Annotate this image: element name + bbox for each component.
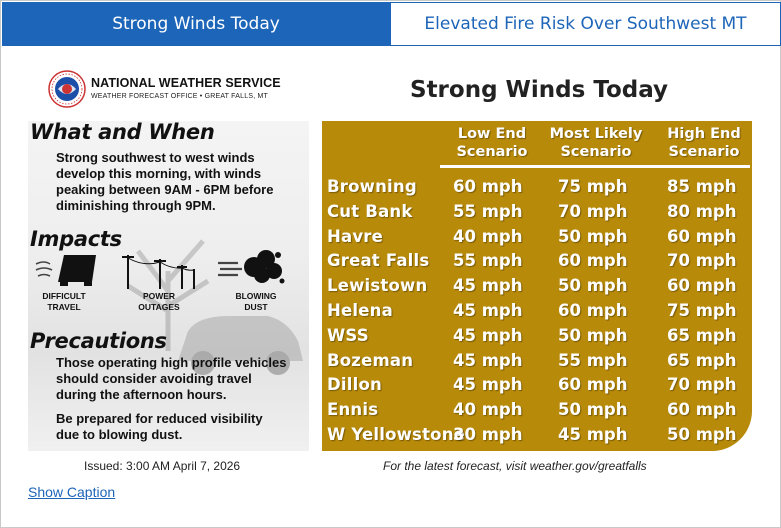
wind-speed-high: 65 mph — [667, 350, 737, 370]
location-name: W Yellowstone — [327, 425, 466, 444]
wind-speed-likely: 60 mph — [558, 251, 628, 271]
wind-speed-low: 40 mph — [453, 400, 523, 420]
location-name: Dillon — [327, 375, 382, 395]
table-row — [322, 227, 752, 252]
wind-speed-low: 60 mph — [453, 177, 523, 196]
show-caption-link[interactable]: Show Caption — [28, 484, 116, 500]
latest-forecast-note: For the latest forecast, visit weather.gov/greatfalls — [383, 459, 647, 473]
wind-speed-high: 85 mph — [667, 177, 737, 196]
impact-blowing-dust-label: BLOWING DUST — [235, 291, 277, 312]
impacts-heading: Impacts — [30, 227, 122, 251]
blowing-dust-icon — [216, 245, 286, 289]
wind-speed-low: 55 mph — [453, 201, 523, 221]
wind-speed-low: 45 mph — [453, 301, 523, 320]
power-outages-icon — [120, 249, 198, 289]
tab-bar — [2, 2, 781, 46]
wind-speed-low: 45 mph — [453, 375, 523, 395]
wind-speed-low: 40 mph — [453, 226, 523, 246]
wind-speed-likely: 50 mph — [558, 400, 628, 420]
location-name: WSS — [327, 325, 369, 345]
table-row — [322, 375, 752, 400]
tab-strong-winds-today[interactable]: Strong Winds Today — [2, 2, 390, 45]
wind-speed-high: 70 mph — [667, 251, 737, 271]
location-name: Havre — [327, 226, 384, 246]
wind-speed-likely: 60 mph — [558, 301, 628, 320]
column-header-low-end: Low End Scenario — [456, 126, 528, 160]
precautions-text-1: Those operating high profile vehicles should consider avoiding travel during the afternoon hours. — [56, 355, 287, 402]
wind-speed-likely: 50 mph — [558, 226, 628, 246]
wind-speed-likely: 70 mph — [558, 201, 628, 221]
wind-speed-high: 60 mph — [667, 276, 737, 296]
impact-difficult-travel-label: DIFFICULT TRAVEL — [42, 291, 86, 312]
wind-scenario-table — [322, 121, 752, 451]
precautions-text-2: Be prepared for reduced visibility due to blowing dust. — [56, 411, 263, 442]
tab-elevated-fire-risk[interactable]: Elevated Fire Risk Over Southwest MT — [390, 2, 781, 45]
table-row — [322, 251, 752, 276]
location-name: Bozeman — [327, 350, 414, 370]
info-panel — [28, 121, 309, 451]
location-name: Helena — [327, 301, 393, 320]
location-name: Great Falls — [327, 251, 430, 271]
weather-graphic — [28, 65, 755, 473]
wind-speed-high: 65 mph — [667, 325, 737, 345]
wind-speed-high: 60 mph — [667, 226, 737, 246]
wind-speed-low: 45 mph — [453, 350, 523, 370]
difficult-travel-icon — [34, 252, 100, 286]
wind-speed-likely: 50 mph — [558, 325, 628, 345]
wind-speed-low: 45 mph — [453, 276, 523, 296]
impact-power-outages-label: POWER OUTAGES — [138, 291, 180, 312]
nws-seal-icon — [48, 70, 86, 108]
table-row — [322, 425, 752, 450]
table-row — [322, 400, 752, 425]
location-name: Lewistown — [327, 276, 428, 296]
table-row — [322, 301, 752, 326]
wind-speed-low: 45 mph — [453, 325, 523, 345]
issued-time: Issued: 3:00 AM April 7, 2026 — [84, 459, 241, 473]
column-header-most-likely: Most Likely Scenario — [549, 126, 643, 160]
nws-org-name: NATIONAL WEATHER SERVICE — [91, 76, 281, 90]
wind-speed-likely: 50 mph — [558, 276, 628, 296]
wind-speed-likely: 55 mph — [558, 350, 628, 370]
wind-speed-high: 80 mph — [667, 201, 737, 221]
wind-speed-low: 30 mph — [453, 425, 523, 444]
what-and-when-text: Strong southwest to west winds develop this morning, with winds peaking between 9AM - 6PM before diminishing through 9PM. — [56, 150, 274, 213]
table-row — [322, 276, 752, 301]
table-row — [322, 326, 752, 351]
wind-speed-high: 70 mph — [667, 375, 737, 395]
header-underline — [440, 165, 750, 168]
location-name: Ennis — [327, 400, 379, 420]
wind-speed-likely: 45 mph — [558, 425, 628, 444]
wind-speed-likely: 60 mph — [558, 375, 628, 395]
table-row — [322, 351, 752, 376]
table-row — [322, 202, 752, 227]
wind-speed-low: 55 mph — [453, 251, 523, 271]
nws-office: WEATHER FORECAST OFFICE • GREAT FALLS, MT — [91, 93, 268, 100]
location-name: Browning — [327, 177, 417, 196]
wind-speed-likely: 75 mph — [558, 177, 628, 196]
wind-speed-high: 50 mph — [667, 425, 737, 444]
wind-speed-high: 75 mph — [667, 301, 737, 320]
table-row — [322, 177, 752, 202]
graphic-title: Strong Winds Today — [410, 77, 669, 103]
what-and-when-heading: What and When — [30, 121, 215, 144]
column-header-high-end: High End Scenario — [667, 126, 741, 160]
wind-speed-high: 60 mph — [667, 400, 737, 420]
location-name: Cut Bank — [327, 201, 413, 221]
precautions-heading: Precautions — [30, 329, 167, 353]
